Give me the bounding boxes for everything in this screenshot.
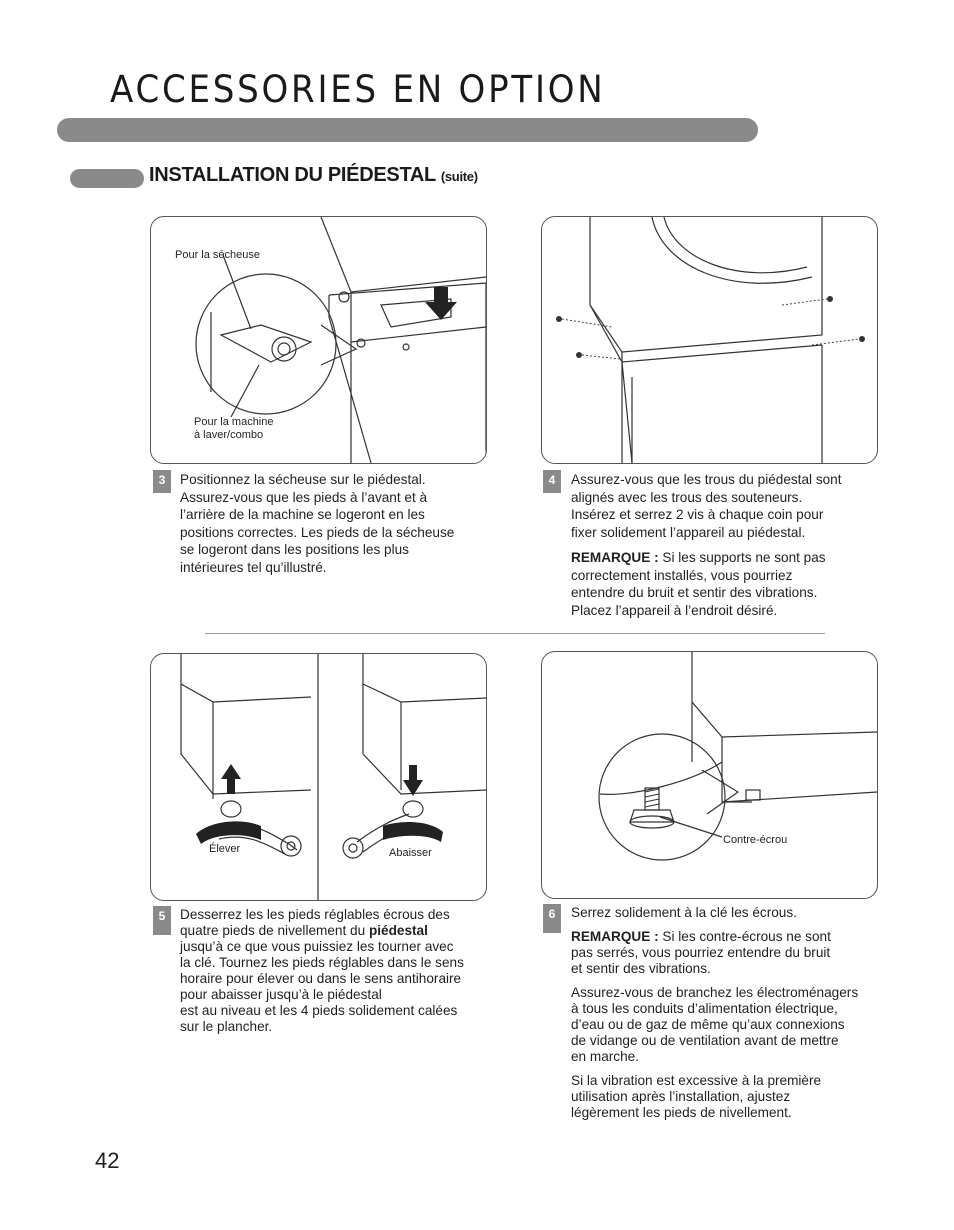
step-4-note-line: correctement installés, vous pourriez [571,567,793,583]
step-4-paragraph [571,471,891,541]
section-subtitle: (suite) [440,169,478,184]
step-6-p3-line: Si la vibration est excessive à la première [571,1073,822,1088]
step-number-4: 4 [543,470,561,493]
step-4-note-line: entendre du bruit et sentir des vibrations. [571,585,818,600]
step-6-paragraph-2 [571,985,891,1065]
step-6-p2-line: de vidange ou de ventilation avant de mettre [571,1033,839,1048]
step-6-note-line: pas serrés, vous pourriez entendre du bruit [571,945,831,960]
label-for-washer-line1: Pour la machine [194,416,274,428]
step-number-6: 6 [543,904,561,933]
note-label: REMARQUE : [571,929,659,944]
step-3-line: se logeront dans les positions les plus [180,542,409,557]
step-6-p2-line: en marche. [571,1049,640,1064]
step-4-line: fixer solidement l’appareil au piédestal. [571,524,806,540]
label-lower: Abaisser [389,847,432,859]
section-pill [70,169,144,188]
step-6-p2-line: Assurez-vous de branchez les électroménagers [571,985,859,1000]
step-6-paragraph-3 [571,1073,891,1121]
label-locknut: Contre-écrou [723,834,788,846]
illustration-step-5 [150,653,487,901]
step-number-5: 5 [153,906,171,935]
page-number: 42 [95,1148,120,1173]
step-6-p3-line: utilisation après l’installation, ajustez [571,1089,791,1104]
step-4-note-line: Si les supports ne sont pas [658,550,826,565]
label-for-dryer: Pour la sécheuse [175,249,260,261]
illustration-step-6 [541,651,878,899]
label-for-washer-line2: à laver/combo [194,429,264,441]
step-5-line: horaire pour élever ou dans le sens antihoraire [180,971,462,986]
illustration-step-3 [150,216,487,464]
step-4-line: alignés avec les trous des souteneurs. [571,489,803,505]
step-6-line: Serrez solidement à la clé les écrous. [571,905,797,920]
step-4-line: Assurez-vous que les trous du piédestal sont [571,472,842,487]
step-5-text [180,907,500,1035]
pedestal-bold: piédestal [368,923,428,938]
step-5-line: Desserrez les les pieds réglables écrous des [180,907,450,922]
step-6-note-line: et sentir des vibrations. [571,961,711,976]
step-5-line: est au niveau et les 4 pieds solidement calées [180,1003,458,1018]
step-6-note [571,929,891,977]
step-6-text [571,905,891,1129]
leveling-feet-illustration [151,654,486,900]
step-3-line: l’arrière de la machine se logeront en les [180,507,425,522]
step-3-line: Assurez-vous que les pieds à l’avant et à [180,489,428,505]
pedestal-screws-illustration [542,217,877,463]
step-3-line: intérieures tel qu’illustré. [180,559,327,575]
step-3-line: positions correctes. Les pieds de la sécheuse [180,524,455,540]
note-label: REMARQUE : [571,550,659,565]
label-raise: Élever [209,843,241,855]
step-6-p2-line: d’eau ou de gaz de même qu’aux connexions [571,1017,845,1032]
illustration-step-4 [541,216,878,464]
page-title: ACCESSORIES EN OPTION [110,68,606,111]
step-6-p3-line: légèrement les pieds de nivellement. [571,1105,792,1120]
step-3-line: Positionnez la sécheuse sur le piédestal. [180,472,426,487]
step-3-text [180,471,500,576]
step-5-line [180,923,500,939]
section-title: INSTALLATION DU PIÉDESTAL [149,164,436,186]
step-4-line: Insérez et serrez 2 vis à chaque coin pour [571,507,824,522]
step-5-line: pour abaisser jusqu’à le piédestal [180,987,382,1002]
step-4-text [571,471,891,627]
locknut-illustration [542,652,877,898]
step-number-3: 3 [153,470,171,493]
step-6-p2-line: à tous les conduits d’alimentation électrique, [571,1001,838,1016]
step-6-note-line: Si les contre-écrous ne sont [658,929,831,944]
step-4-note [571,549,891,619]
step-5-line: sur le plancher. [180,1019,273,1034]
step-5-line: la clé. Tournez les pieds réglables dans le sens [180,955,464,970]
step-4-note-line: Placez l’appareil à l’endroit désiré. [571,602,778,618]
title-bar [57,118,758,142]
step-5-line-part: quatre pieds de nivellement du [180,923,369,938]
section-heading [149,164,478,187]
section-divider [205,633,825,634]
step-5-line: jusqu’à ce que vous puissiez les tourner avec [180,939,454,954]
